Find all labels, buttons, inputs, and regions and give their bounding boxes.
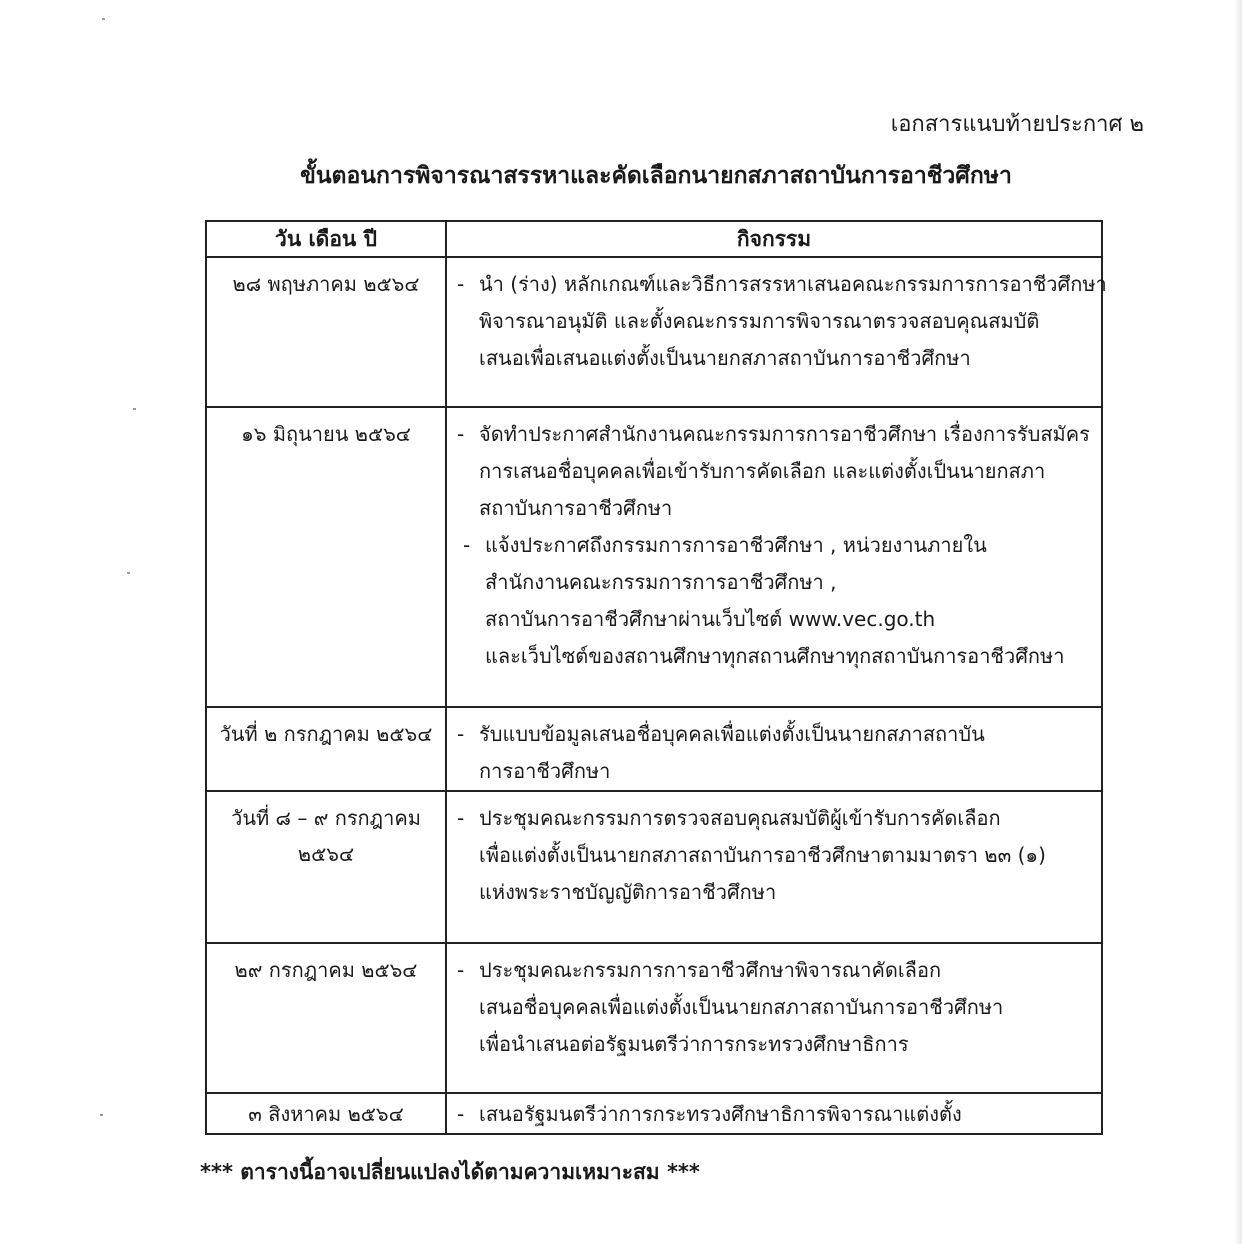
- table-row: [206, 707, 1102, 791]
- date-text: ๒๘ พฤษภาคม ๒๕๖๔: [232, 272, 420, 296]
- activity-item: [457, 716, 1093, 790]
- activity-cell: [446, 257, 1107, 407]
- date-text: วันที่ ๒ กรกฎาคม ๒๕๖๔: [219, 722, 433, 746]
- date-cell: [206, 257, 446, 407]
- activity-line: เสนอชื่อบุคคลเพื่อแต่งตั้งเป็นนายกสภาสถาบันการอาชีวศึกษา: [479, 995, 1004, 1019]
- document-reference: เอกสารแนบท้ายประกาศ ๒: [890, 112, 1144, 137]
- activity-line: จัดทำประกาศสำนักงานคณะกรรมการการอาชีวศึกษา เรื่องการรับสมัคร: [479, 422, 1090, 446]
- table-row: [206, 257, 1102, 407]
- date-text: ๑๖ มิถุนายน ๒๕๖๔: [241, 422, 411, 446]
- activity-line: นำ (ร่าง) หลักเกณฑ์และวิธีการสรรหาเสนอคณะกรรมการการอาชีวศึกษา: [479, 272, 1107, 296]
- table-row: [206, 407, 1102, 707]
- scan-speck: [133, 408, 136, 410]
- table-row: [206, 1093, 1102, 1134]
- date-cell: [206, 707, 446, 791]
- date-text: ๒๕๖๔: [297, 842, 355, 866]
- schedule-table: [205, 220, 1107, 1135]
- activity-item: [457, 800, 1093, 911]
- activity-line: ประชุมคณะกรรมการตรวจสอบคุณสมบัติผู้เข้ารับการคัดเลือก: [479, 806, 1001, 830]
- activity-line: เสนอรัฐมนตรีว่าการกระทรวงศึกษาธิการพิจารณาแต่งตั้ง: [479, 1102, 962, 1126]
- date-cell: [206, 407, 446, 707]
- activity-cell: [446, 407, 1102, 707]
- activity-item: [457, 1096, 1093, 1133]
- date-text: ๓ สิงหาคม ๒๕๖๔: [248, 1102, 404, 1126]
- activity-item: [457, 266, 1107, 377]
- activity-line: เพื่อแต่งตั้งเป็นนายกสภาสถาบันการอาชีวศึกษาตามมาตรา ๒๓ (๑): [479, 843, 1046, 867]
- date-cell: [206, 791, 446, 943]
- scan-speck: [100, 1114, 103, 1116]
- activity-cell: [446, 943, 1102, 1093]
- scan-speck: [102, 18, 105, 20]
- bullet-dash: -: [457, 958, 465, 982]
- activity-item: [457, 416, 1093, 527]
- bullet-dash: -: [457, 806, 465, 830]
- activity-line: การอาชีวศึกษา: [479, 759, 611, 783]
- bullet-dash: -: [457, 422, 465, 446]
- activity-line: เพื่อนำเสนอต่อรัฐมนตรีว่าการกระทรวงศึกษาธิการ: [479, 1032, 909, 1056]
- activity-cell: [446, 1093, 1102, 1134]
- header-date: วัน เดือน ปี: [206, 221, 446, 257]
- activity-item: [457, 952, 1093, 1063]
- activity-line: ประชุมคณะกรรมการการอาชีวศึกษาพิจารณาคัดเลือก: [479, 958, 942, 982]
- document-title: ขั้นตอนการพิจารณาสรรหาและคัดเลือกนายกสภาสถาบันการอาชีวศึกษา: [300, 163, 1012, 189]
- activity-line: และเว็บไซต์ของสถานศึกษาทุกสถานศึกษาทุกสถาบันการอาชีวศึกษา: [485, 644, 1065, 668]
- activity-line: การเสนอชื่อบุคคลเพื่อเข้ารับการคัดเลือก และแต่งตั้งเป็นนายกสภา: [479, 459, 1046, 483]
- activity-cell: [446, 707, 1102, 791]
- table-row: [206, 943, 1102, 1093]
- activity-line: สถาบันการอาชีวศึกษาผ่านเว็บไซต์ www.vec.go.th: [485, 607, 936, 631]
- activity-line: แจ้งประกาศถึงกรรมการการอาชีวศึกษา , หน่วยงานภายใน: [485, 533, 987, 557]
- date-cell: [206, 1093, 446, 1134]
- footnote: *** ตารางนี้อาจเปลี่ยนแปลงได้ตามความเหมาะสม ***: [200, 1160, 700, 1184]
- scan-speck: [127, 572, 130, 574]
- activity-cell: [446, 791, 1102, 943]
- activity-line: แห่งพระราชบัญญัติการอาชีวศึกษา: [479, 880, 777, 904]
- date-text: วันที่ ๘ – ๙ กรกฎาคม: [231, 806, 421, 830]
- activity-line: เสนอเพื่อเสนอแต่งตั้งเป็นนายกสภาสถาบันการอาชีวศึกษา: [479, 346, 971, 370]
- date-cell: [206, 943, 446, 1093]
- activity-line: สถาบันการอาชีวศึกษา: [479, 496, 673, 520]
- bullet-dash: -: [463, 533, 471, 557]
- bullet-dash: -: [457, 272, 465, 296]
- bullet-dash: -: [457, 722, 465, 746]
- activity-line: พิจารณาอนุมัติ และตั้งคณะกรรมการพิจารณาตรวจสอบคุณสมบัติ: [479, 309, 1040, 333]
- table-header-row: [206, 221, 1102, 257]
- bullet-dash: -: [457, 1102, 465, 1126]
- activity-item: [457, 527, 1093, 675]
- activity-line: รับแบบข้อมูลเสนอชื่อบุคคลเพื่อแต่งตั้งเป็นนายกสภาสถาบัน: [479, 722, 985, 746]
- date-text: ๒๙ กรกฎาคม ๒๕๖๔: [234, 958, 418, 982]
- header-activity: กิจกรรม: [446, 221, 1102, 257]
- table-row: [206, 791, 1102, 943]
- activity-line: สำนักงานคณะกรรมการการอาชีวศึกษา ,: [485, 570, 837, 594]
